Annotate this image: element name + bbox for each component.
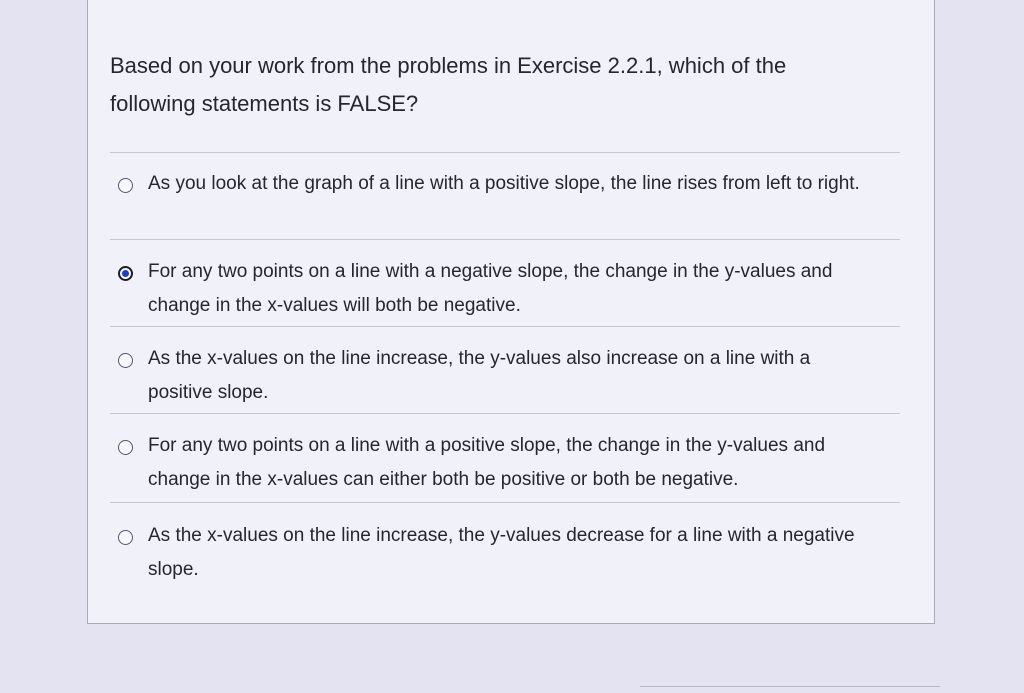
answer-option-4[interactable] [118,433,878,497]
answer-option-3[interactable] [118,346,878,410]
option-5-label: As the x-values on the line increase, the y-values decrease for a line with a negative slope. [148,525,855,580]
answer-option-5[interactable] [118,523,878,587]
radio-button-option-4[interactable] [118,440,133,455]
option-3-label: As the x-values on the line increase, the y-values also increase on a line with a positive slope. [148,348,811,403]
option-1-label: As you look at the graph of a line with a positive slope, the line rises from left to right. [148,173,860,194]
answer-option-1[interactable] [118,171,878,201]
divider [110,413,900,414]
question-text: Based on your work from the problems in Exercise 2.2.1, which of the following statements is FALSE? [110,53,787,116]
radio-button-option-3[interactable] [118,353,133,368]
option-2-label: For any two points on a line with a negative slope, the change in the y-values and change in the x-values will both be negative. [148,261,833,316]
divider [110,502,900,503]
divider [110,326,900,327]
radio-button-option-2-selected[interactable] [118,266,133,281]
answer-option-2[interactable] [118,259,878,323]
question-card [87,0,935,624]
next-card-edge [640,686,940,687]
radio-button-option-5[interactable] [118,530,133,545]
radio-button-option-1[interactable] [118,178,133,193]
divider [110,152,900,153]
option-4-label: For any two points on a line with a positive slope, the change in the y-values and change in the x-values can either both be positive or both be negative. [148,435,826,490]
divider [110,239,900,240]
